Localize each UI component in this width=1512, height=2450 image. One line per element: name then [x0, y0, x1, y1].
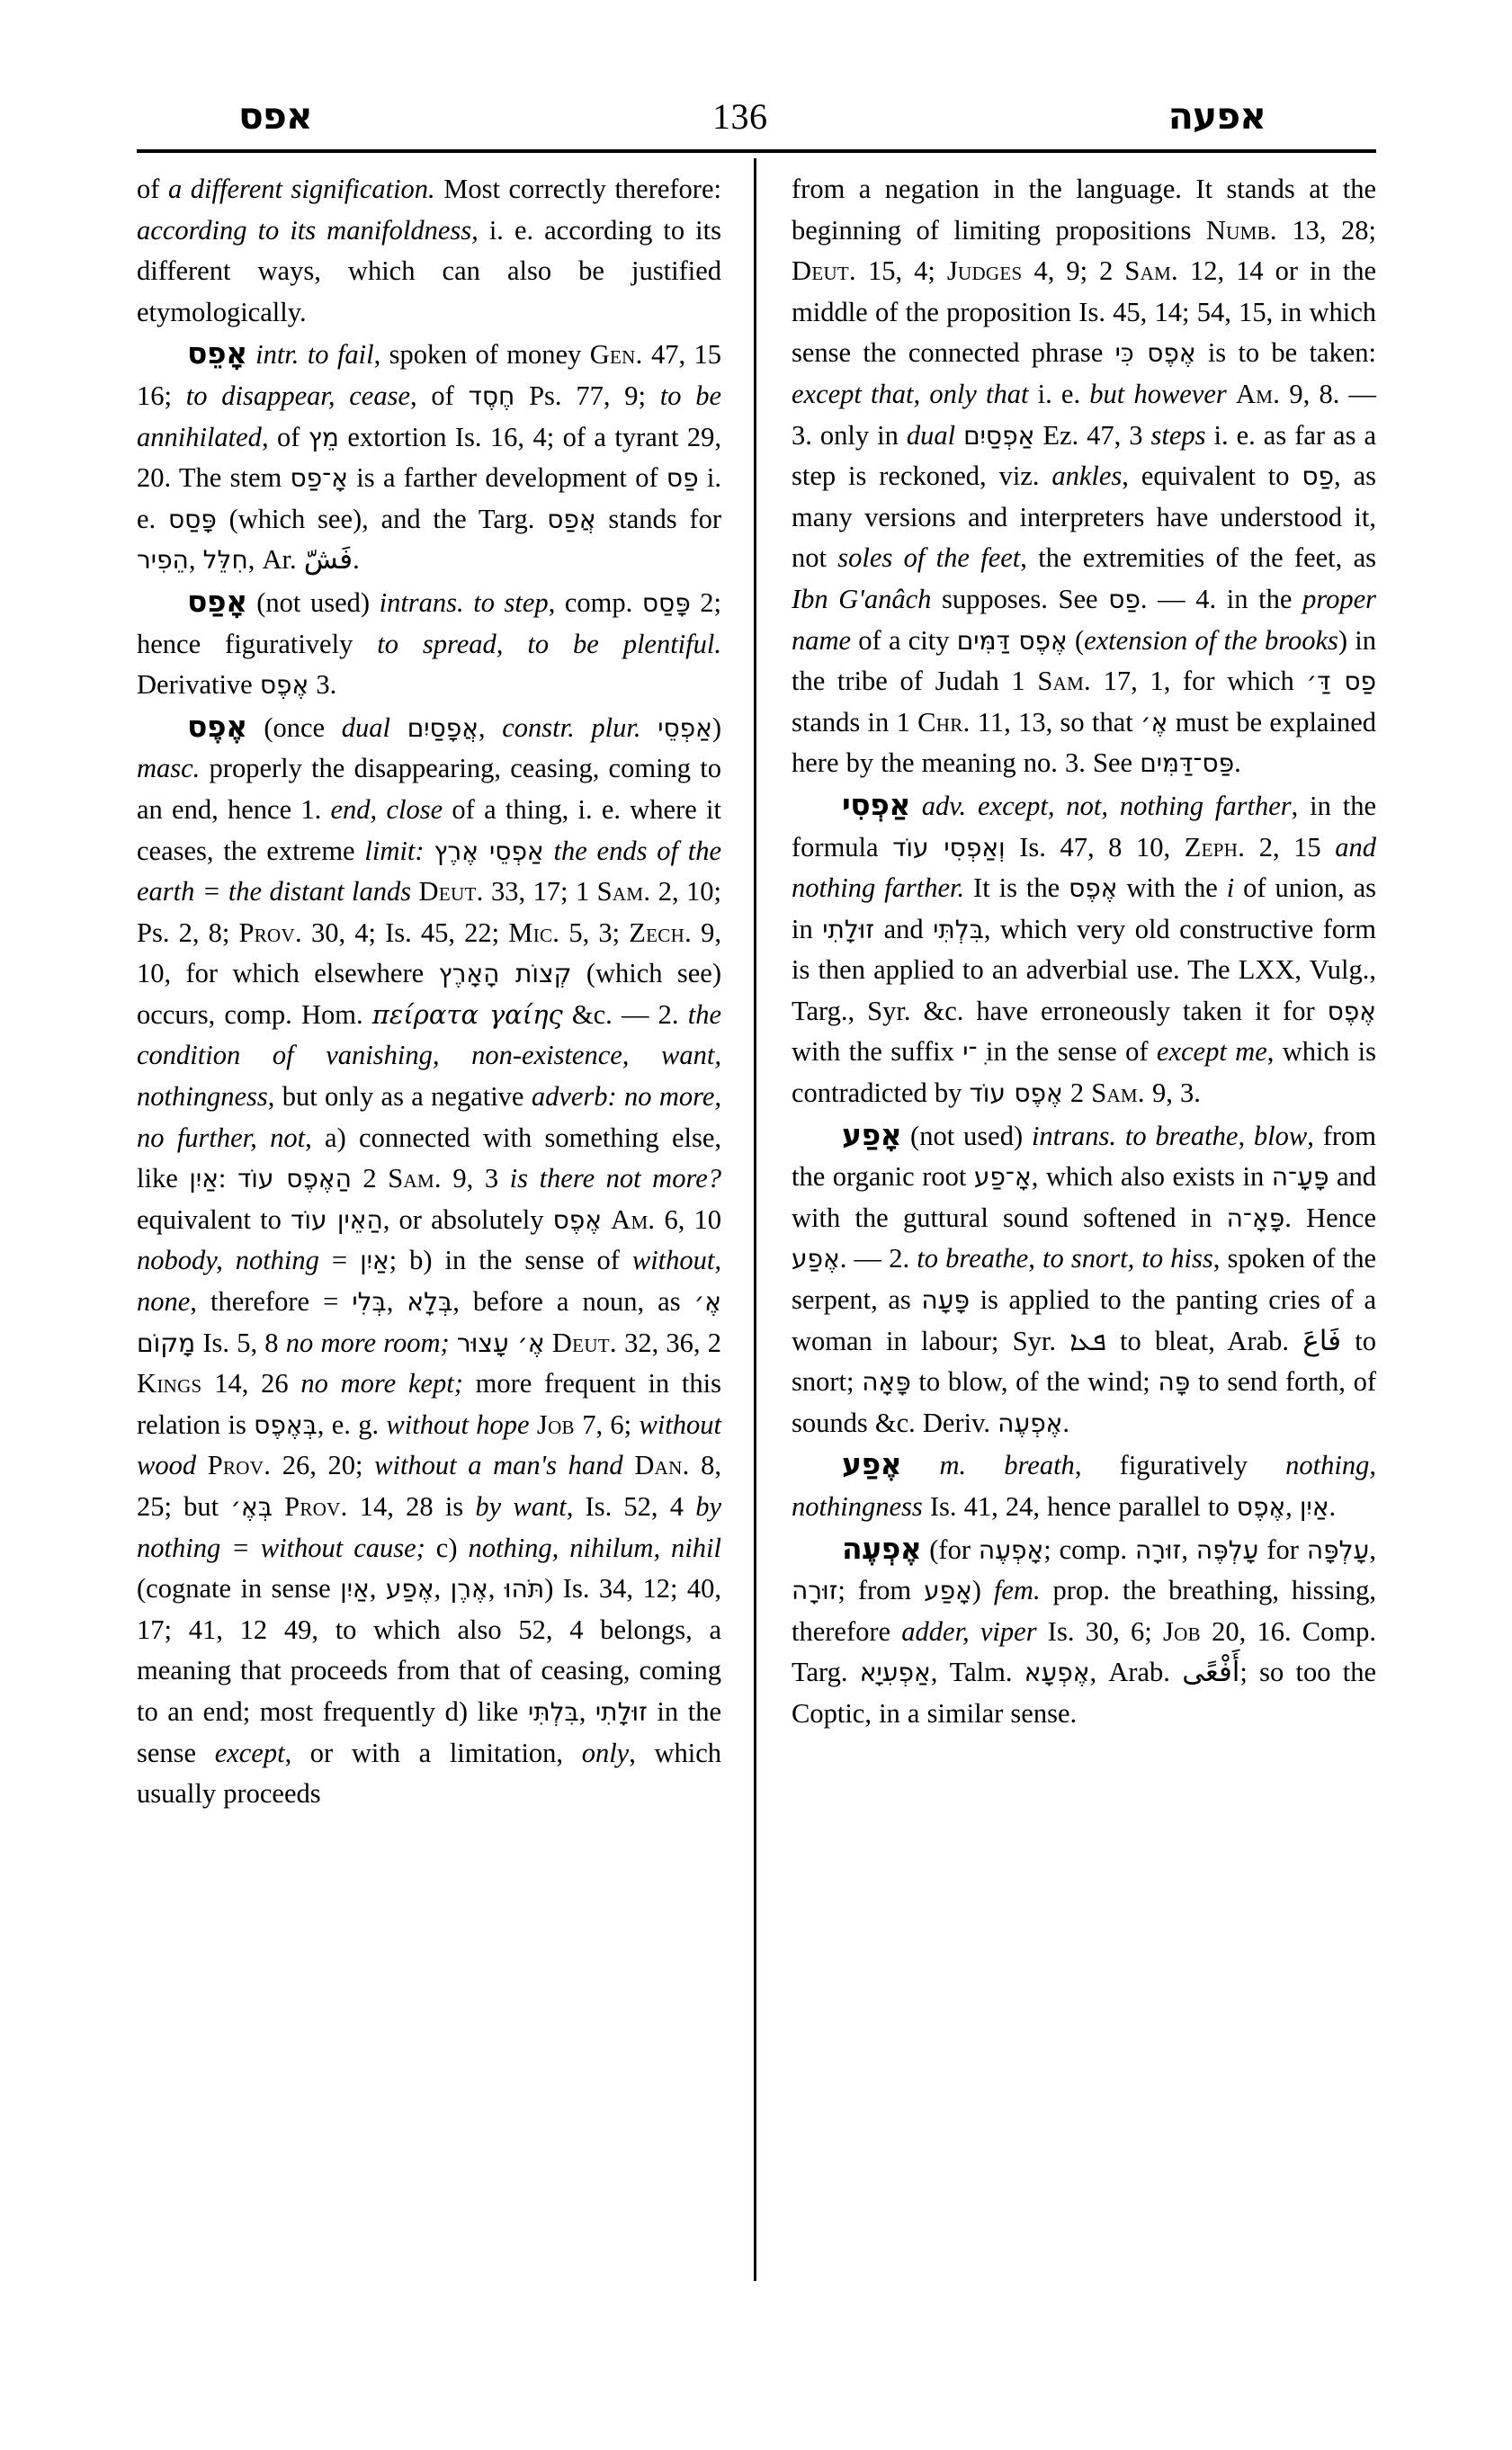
dictionary-entry: אָפַס (not used) intrans. to step, comp. פָּסַס 2; hence figuratively to spread, to be plentiful. Derivative אֶפֶס 3.: [137, 583, 721, 701]
italic-gloss: nothing, nothingness: [792, 1450, 1376, 1522]
hebrew-word: פָּעָה: [921, 1285, 970, 1316]
hebrew-word: פָּסַס: [167, 504, 217, 534]
greek-quotation: πείρατα γαίης: [371, 998, 563, 1030]
scripture-reference: Zeph.: [1184, 831, 1246, 863]
hebrew-word: פַס: [1108, 584, 1141, 614]
hebrew-word: פָּסַס: [641, 587, 691, 618]
dictionary-entry: of a different signification. Most correctly therefore: according to its manifoldness, i. e. according to its different ways, which can also be justified etymologically.: [137, 174, 721, 327]
hebrew-word: אָ־פַס: [290, 463, 348, 494]
hebrew-headword: אַפְסִי: [842, 786, 910, 822]
italic-gloss: by want: [475, 1491, 567, 1522]
italic-gloss: adverb: no more, no further, not: [137, 1081, 722, 1153]
hebrew-word: אֶפֶס: [1069, 873, 1118, 904]
hebrew-word: פָּאָ־ה: [1226, 1203, 1285, 1233]
italic-gloss: constr. plur.: [502, 711, 641, 743]
italic-gloss: intrans. to step: [379, 586, 549, 618]
hebrew-word: אֶפֶס עוֹד: [969, 1078, 1063, 1109]
hebrew-word: הַאֶפֶס עוֹד: [237, 1164, 352, 1194]
header-divider-rule: [137, 149, 1376, 153]
italic-gloss: to disappear, cease: [185, 380, 410, 411]
hebrew-word: בְּלִי: [352, 1287, 387, 1318]
italic-gloss: and nothing farther.: [792, 831, 1377, 904]
italic-gloss: limit:: [364, 835, 425, 866]
italic-gloss: by nothing = without cause;: [137, 1491, 722, 1563]
italic-gloss: except: [214, 1737, 285, 1768]
running-head: [139, 70, 1373, 138]
scripture-reference: Job: [536, 1408, 575, 1440]
scripture-reference: Am.: [1235, 378, 1281, 409]
hebrew-word: פַס: [666, 463, 699, 494]
hebrew-word: פַס דַּ׳: [1306, 666, 1376, 697]
hebrew-word: אָ־פַע: [973, 1162, 1032, 1193]
hebrew-word: אֶפְעֶה: [998, 1408, 1063, 1438]
hebrew-word: הֵפִיר: [137, 545, 189, 576]
hebrew-word: אֶפֶס כִּי: [1114, 338, 1196, 369]
italic-gloss: but however: [1089, 378, 1227, 409]
hebrew-word: אֲפַס: [547, 504, 596, 534]
scripture-reference: Gen.: [589, 339, 643, 371]
hebrew-headword: אֶפֶס: [187, 708, 247, 744]
hebrew-word: אַפְסֵי: [658, 712, 712, 743]
hebrew-word: זוּרָה: [792, 1576, 838, 1606]
italic-gloss: dual: [906, 419, 956, 451]
hebrew-word: פָּה: [1158, 1367, 1191, 1398]
hebrew-headword: אֶפְעֶה: [842, 1530, 922, 1566]
hebrew-headword: אָפַע: [842, 1116, 902, 1152]
hebrew-word: אֲפָסַיִם: [407, 712, 479, 743]
hebrew-word: הַאֵין עוֹד: [291, 1204, 383, 1235]
italic-gloss: without wood: [137, 1408, 721, 1481]
hebrew-word: אָפַע: [924, 1576, 972, 1606]
dictionary-entry: אַפְסִי adv. except, not, nothing farther, in the formula וְאַפְסִי עוֹד Is. 47, 8 10, Zeph. 2, 15 and nothing farther. It is the אֶפֶס with the i of union, as in זוּלָתִי and בִּלְתִּי, which very old constructive form is then applied to an adverbial use. The LXX, Vulg., Targ., Syr. &c. have erroneously taken it for אֶפֶס with the suffix ִ־י in the sense of except me, which is contradicted by אֶפֶס עוֹד 2 Sam. 9, 3.: [792, 786, 1377, 1109]
scripture-reference: Dan.: [634, 1450, 690, 1481]
italic-gloss: no more kept;: [300, 1368, 463, 1399]
italic-gloss: according to its manifoldness,: [137, 214, 479, 246]
hebrew-headword: אָפֵס: [187, 335, 247, 371]
hebrew-word: אֶפְעָא: [1024, 1658, 1090, 1688]
hebrew-word: פַּס־דַּמִּים: [1140, 748, 1235, 779]
hebrew-word: אֶ׳ עָצוּר: [456, 1328, 545, 1358]
two-column-body: [137, 169, 1376, 2292]
page-number: 136: [711, 96, 768, 137]
dictionary-entry: אָפַע (not used) intrans. to breathe, blow, from the organic root אָ־פַע, which also exists in פָּעָ־ה and with the guttural sound softened in פָּאָ־ה. Hence אֶפַע. — 2. to breathe, to snort, to hiss, spoken of the serpent, as פָּעָה is applied to the panting cries of a woman in labour; Syr. ܦܥܐ to bleat, Arab. فَاعَ to snort; פָּאָה to blow, of the wind; פָּה to send forth, of sounds &c. Deriv. אֶפְעֶה.: [792, 1116, 1377, 1438]
hebrew-word: חִלֵּל: [202, 545, 248, 576]
italic-gloss: without a man's hand: [374, 1450, 623, 1481]
italic-gloss: nobody, nothing: [137, 1245, 319, 1276]
italic-gloss: m. breath: [939, 1450, 1075, 1481]
scripture-reference: Deut.: [792, 255, 856, 287]
hebrew-headword: אֶפַע: [842, 1446, 902, 1482]
hebrew-word: פַס: [1302, 461, 1335, 492]
scripture-reference: Job: [1162, 1615, 1201, 1647]
scripture-reference: Sam.: [1037, 666, 1091, 697]
italic-gloss: adv. except, not, nothing farther: [921, 790, 1292, 821]
arabic-cognate: أَفْعًى: [1182, 1656, 1240, 1689]
hebrew-word: תֹּהוּ: [504, 1574, 545, 1605]
italic-gloss: is there not more?: [509, 1163, 721, 1194]
italic-gloss: without, none: [137, 1245, 721, 1318]
hebrew-word: וְאַפְסִי עוֹד: [892, 832, 1006, 863]
dictionary-entry: אָפֵס intr. to fail, spoken of money Gen. 47, 15 16; to disappear, cease, of חֶסֶד Ps. 77, 9; to be annihilated, of מֵץ extortion Is. 16, 4; of a tyrant 29, 20. The stem אָ־פַס is a farther development of פַס i. e. פָּסַס (which see), and the Targ. אֲפַס stands for הֵפִיר, חִלֵּל, Ar. فَشّ.: [137, 335, 722, 577]
italic-gloss: masc.: [137, 753, 201, 784]
scripture-reference: Numb.: [1205, 214, 1277, 246]
hebrew-word: אַיִן: [1299, 1492, 1329, 1522]
italic-gloss: intr. to fail: [255, 339, 374, 371]
scripture-reference: Deut.: [418, 876, 484, 908]
italic-gloss: proper name: [792, 583, 1376, 656]
hebrew-word: אַיִן: [360, 1246, 389, 1276]
dictionary-entry: אֶפְעֶה (for אָפְעֶה; comp. זוּרָה, עָלְפֶּה for עָלְפָּה, זוּרָה; from אָפַע) fem. prop. the breathing, hissing, therefore adder, viper Is. 30, 6; Job 20, 16. Comp. Targ. אַפְעִיָא, Talm. אֶפְעָא, Arab. أَفْعًى; so too the Coptic, in a similar sense.: [792, 1530, 1376, 1729]
hebrew-word: אַפְעִיָא: [859, 1658, 931, 1688]
running-head-right-headword: אפעה: [1168, 94, 1266, 138]
scripture-reference: Prov.: [238, 917, 302, 948]
scripture-reference: Sam.: [388, 1163, 442, 1194]
hebrew-word: בְּלָא: [407, 1287, 453, 1318]
italic-gloss: except me: [1156, 1036, 1267, 1068]
scripture-reference: Sam.: [1091, 1077, 1145, 1109]
hebrew-word: ִ־י: [962, 1037, 978, 1068]
hebrew-word: בִּלְתִּי: [933, 914, 984, 944]
hebrew-word: חֶסֶד: [468, 380, 515, 411]
italic-gloss: to spread, to be plentiful.: [377, 628, 721, 659]
hebrew-word: פָּעָ־ה: [1271, 1162, 1329, 1193]
hebrew-word: אֶרֶן: [450, 1574, 488, 1605]
hebrew-word: קְצוֹת הָאָרֶץ: [438, 959, 572, 989]
italic-gloss: no more room;: [285, 1327, 450, 1358]
hebrew-word: אָפְעֶה: [978, 1534, 1044, 1565]
hebrew-word: אֶפֶס: [1327, 996, 1376, 1026]
scripture-reference: Chr.: [917, 706, 971, 738]
italic-gloss: to be annihilated: [137, 380, 721, 452]
scripture-reference: Deut.: [551, 1327, 617, 1358]
hebrew-word: בִּלְתִּי: [527, 1696, 579, 1727]
scripture-reference: Kings: [137, 1368, 202, 1399]
hebrew-word: זוּלָתִי: [822, 914, 875, 944]
italic-gloss: the condition of vanishing, non-existence, want, nothingness: [137, 998, 721, 1113]
dictionary-entry: אֶפֶס (once dual אֲפָסַיִם, constr. plur. אַפְסֵי) masc. properly the disappearing, ceasing, coming to an end, hence 1. end, close of a thing, i. e. where it ceases, the extreme limit: אַפְסֵי אֶרֶץ the ends of the earth = the distant lands Deut. 33, 17; 1 Sam. 2, 10; Ps. 2, 8; Prov. 30, 4; Is. 45, 22; Mic. 5, 3; Zech. 9, 10, for which elsewhere קְצוֹת הָאָרֶץ (which see) occurs, comp. Hom. πείρατα γαίης &c. — 2. the condition of vanishing, non-existence, want, nothingness, but only as a negative adverb: no more, no further, not, a) connected with something else, like אַיִן: הַאֶפֶס עוֹד 2 Sam. 9, 3 is there not more? equivalent to הַאֵין עוֹד, or absolutely אֶפֶס Am. 6, 10 nobody, nothing = אַיִן; b) in the sense of without, none, therefore = בְּלִי, בְּלָא, before a noun, as אֶ׳ מָקוֹם Is. 5, 8 no more room; אֶ׳ עָצוּר Deut. 32, 36, 2 Kings 14, 26 no more kept; more frequent in this relation is בְּאֶפֶס, e. g. without hope Job 7, 6; without wood Prov. 26, 20; without a man's hand Dan. 8, 25; but בְּאֶ׳ Prov. 14, 28 is by want, Is. 52, 4 by nothing = without cause; c) nothing, nihilum, nihil (cognate in sense אַיִן, אֶפַע, אֶרֶן, תֹּהוּ) Is. 34, 12; 40, 17; 41, 12 49, to which also 52, 4 belongs, a meaning that proceeds from that of ceasing, coming to an end; most frequently d) like בִּלְתִּי, זוּלָתִי in the sense except, or with a limitation, only, which usually proceeds: [137, 708, 722, 1810]
hebrew-word: אַפְסֵי אֶרֶץ: [434, 836, 544, 866]
hebrew-word: אֶ׳ מָקוֹם: [137, 1287, 721, 1358]
hebrew-word: זוּרָה: [1134, 1534, 1182, 1565]
italic-gloss: soles of the feet: [837, 542, 1021, 574]
italic-gloss: ankles: [1051, 460, 1123, 492]
hebrew-word: אֶפֶס דַּמִּים: [956, 625, 1068, 656]
italic-gloss: steps: [1150, 419, 1206, 451]
italic-gloss: adder, viper: [901, 1615, 1037, 1647]
scripture-reference: Sam.: [1124, 255, 1178, 287]
italic-gloss: Ibn G'anâch: [792, 583, 932, 614]
italic-gloss: the ends of the earth = the distant lands: [137, 835, 722, 908]
running-head-left-headword: אפס: [238, 94, 312, 138]
hebrew-word: אַיִן: [340, 1574, 370, 1605]
italic-gloss: except that, only that: [792, 378, 1029, 409]
scripture-reference: Prov.: [284, 1491, 348, 1522]
italic-gloss: i: [1226, 872, 1235, 904]
scripture-reference: Sam.: [596, 876, 651, 908]
hebrew-word: אֶפֶס: [259, 670, 309, 701]
italic-gloss: extension of the brooks: [1084, 624, 1338, 656]
syriac-cognate: ܦܥܐ: [1069, 1325, 1106, 1357]
hebrew-word: אֶפַע: [385, 1574, 434, 1605]
hebrew-word: מֵץ: [308, 422, 339, 452]
italic-gloss: a different signification.: [167, 174, 435, 204]
italic-gloss: nothing, nihilum, nihil: [468, 1532, 721, 1563]
hebrew-word: אֶ׳: [1141, 707, 1168, 738]
italic-gloss: without hope: [386, 1408, 530, 1440]
hebrew-word: אַיִן: [189, 1164, 219, 1194]
hebrew-headword: אָפַס: [187, 583, 247, 619]
hebrew-word: זוּלָתִי: [595, 1696, 648, 1727]
hebrew-word: בְּאֶ׳: [230, 1492, 273, 1522]
hebrew-word: בְּאֶפֶס: [254, 1409, 318, 1440]
hebrew-word: עָלְפֶּה: [1195, 1534, 1259, 1565]
scripture-reference: Mic.: [508, 917, 560, 948]
scripture-reference: Prov.: [207, 1450, 272, 1481]
italic-gloss: end, close: [330, 793, 443, 825]
scripture-reference: Zech.: [629, 917, 692, 948]
hebrew-word: אֶפֶס: [1236, 1492, 1286, 1522]
arabic-cognate: فَشّ: [303, 543, 353, 577]
italic-gloss: dual: [341, 711, 391, 743]
hebrew-word: אֶפֶס: [552, 1204, 602, 1235]
dictionary-entry: אֶפַע m. breath, figuratively nothing, nothingness Is. 41, 24, hence parallel to אֶפֶס, אַיִן.: [792, 1446, 1376, 1522]
italic-gloss: only: [581, 1737, 630, 1768]
hebrew-word: אֶפַע: [792, 1244, 840, 1274]
scripture-reference: Am.: [611, 1203, 656, 1235]
hebrew-word: עָלְפָּה: [1306, 1534, 1370, 1565]
dictionary-entry: from a negation in the language. It stands at the beginning of limiting propositions Numb. 13, 28; Deut. 15, 4; Judges 4, 9; 2 Sam. 12, 14 or in the middle of the proposition Is. 45, 14; 54, 15, in which sense the connected phrase אֶפֶס כִּי is to be taken: except that, only that i. e. but however Am. 9, 8. — 3. only in dual אַפְסַיִם Ez. 47, 3 steps i. e. as far as a step is reckoned, viz. ankles, equivalent to פַס, as many versions and interpreters have understood it, not soles of the feet, the extremities of the feet, as Ibn G'anâch supposes. See פַס. — 4. in the proper name of a city אֶפֶס דַּמִּים (extension of the brooks) in the tribe of Judah 1 Sam. 17, 1, for which פַס דַּ׳ stands in 1 Chr. 11, 13, so that אֶ׳ must be explained here by the meaning no. 3. See פַּס־דַּמִּים.: [792, 174, 1377, 779]
column-right: [792, 169, 1376, 1735]
arabic-cognate: فَاعَ: [1302, 1324, 1342, 1357]
italic-gloss: intrans. to breathe, blow: [1031, 1120, 1308, 1151]
italic-gloss: to breathe, to snort, to hiss: [917, 1243, 1213, 1274]
scripture-reference: Judges: [946, 255, 1023, 287]
italic-gloss: fem.: [993, 1575, 1041, 1606]
column-left: [137, 169, 721, 1815]
hebrew-word: אַפְסַיִם: [963, 420, 1035, 451]
hebrew-word: פָּאָה: [862, 1367, 911, 1398]
